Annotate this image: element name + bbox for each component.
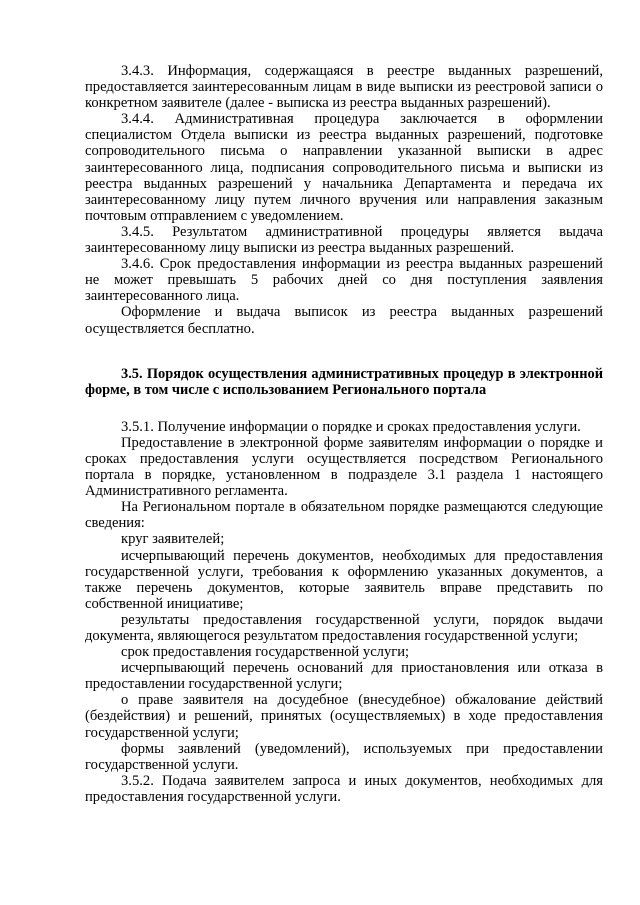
list-item-forms: формы заявлений (уведомлений), используемых при предоставлении государственной услуги. — [85, 740, 603, 773]
paragraph-info-provision: Предоставление в электронной форме заявителям информации о порядке и сроках предоставления услуги осуществляется посредством Регионального портала в порядке, установленном в подразделе 3.1 раздела 1 настоящего Административного регламента. — [85, 434, 603, 500]
paragraph-free-of-charge: Оформление и выдача выписок из реестра выданных разрешений осуществляется бесплатно. — [85, 304, 603, 337]
section-heading-3-5: 3.5. Порядок осуществления административных процедур в электронной форме, в том числе с использованием Регионального портала — [85, 365, 603, 398]
list-item-appeal: о праве заявителя на досудебное (внесудебное) обжалование действий (бездействия) и решений, принятых (осуществляемых) в ходе предоставления государственной услуги; — [85, 692, 603, 741]
paragraph-3-5-1: 3.5.1. Получение информации о порядке и сроках предоставления услуги. — [121, 418, 581, 435]
list-item-documents: исчерпывающий перечень документов, необходимых для предоставления государственной услуги, требования к оформлению указанных документов, а также перечень документов, которые заявитель вправе представить по собственной инициативе; — [85, 547, 603, 612]
paragraph-3-4-5: 3.4.5. Результатом административной процедуры является выдача заинтересованному лицу выписки из реестра выданных разрешений. — [85, 223, 603, 257]
paragraph-portal-info: На Региональном портале в обязательном порядке размещаются следующие сведения: — [85, 499, 603, 532]
paragraph-3-4-3: 3.4.3. Информация, содержащаяся в реестре выданных разрешений, предоставляется заинтересованным лицам в виде выписки из реестровой записи о конкретном заявителе (далее - выписка из реестра выданных разрешений). — [85, 63, 603, 112]
list-item-results: результаты предоставления государственной услуги, порядок выдачи документа, являющегося результатом предоставления государственной услуги; — [85, 611, 603, 644]
list-item-grounds: исчерпывающий перечень оснований для приостановления или отказа в предоставлении государственной услуги; — [85, 660, 603, 693]
document-page — [85, 63, 603, 805]
list-item-term: срок предоставления государственной услуги; — [121, 644, 410, 661]
paragraph-3-4-4: 3.4.4. Административная процедура заключается в оформлении специалистом Отдела выписки из реестра выданных разрешений, подготовке сопроводительного письма о направлении указанной выписки в адрес заинтересованного лица, подписания сопроводительного письма и выписки из реестра выданных разрешений у начальника Департамента и передача их заинтересованному лицу путем личного вручения или направления заказным почтовым отправлением с уведомлением. — [85, 111, 603, 224]
paragraph-3-5-2: 3.5.2. Подача заявителем запроса и иных документов, необходимых для предоставления государственной услуги. — [85, 772, 603, 805]
paragraph-3-4-6: 3.4.6. Срок предоставления информации из реестра выданных разрешений не может превышать 5 рабочих дней со дня поступления заявления заинтересованного лица. — [85, 256, 603, 305]
list-item-applicants: круг заявителей; — [121, 531, 225, 548]
